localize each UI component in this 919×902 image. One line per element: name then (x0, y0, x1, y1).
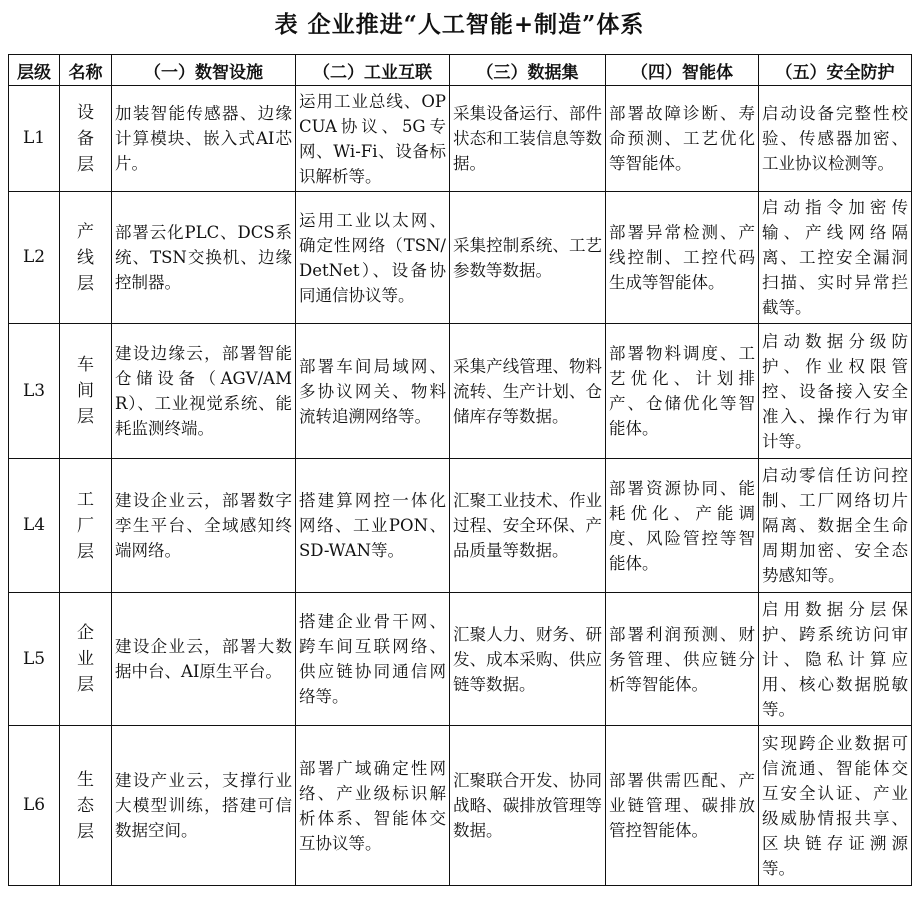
header-dataset: （三）数据集 (450, 55, 606, 86)
cell-digital-infrastructure: 建设边缘云，部署智能仓储设备（AGV/AMR）、工业视觉系统、能耗监测终端。 (112, 324, 296, 459)
row-level: L2 (9, 192, 60, 324)
cell-security: 实现跨企业数据可信流通、智能体交互安全认证、产业级威胁情报共享、区块链存证溯源等。 (759, 726, 912, 886)
cell-digital-infrastructure: 部署云化PLC、DCS系统、TSN交换机、边缘控制器。 (112, 192, 296, 324)
cell-dataset: 汇聚工业技术、作业过程、安全环保、产品质量等数据。 (450, 459, 606, 593)
cell-dataset: 采集设备运行、部件状态和工装信息等数据。 (450, 86, 606, 192)
cell-agent: 部署故障诊断、寿命预测、工艺优化等智能体。 (606, 86, 759, 192)
row-level: L4 (9, 459, 60, 593)
header-level: 层级 (9, 55, 60, 86)
cell-dataset: 采集产线管理、物料流转、生产计划、仓储库存等数据。 (450, 324, 606, 459)
cell-dataset: 采集控制系统、工艺参数等数据。 (450, 192, 606, 324)
cell-dataset: 汇聚联合开发、协同战略、碳排放管理等数据。 (450, 726, 606, 886)
cell-digital-infrastructure: 建设产业云，支撑行业大模型训练，搭建可信数据空间。 (112, 726, 296, 886)
table-row (9, 593, 912, 726)
cell-industrial-internet: 搭建企业骨干网、跨车间互联网络、供应链协同通信网络等。 (296, 593, 450, 726)
row-name: 设备层 (76, 102, 94, 175)
cell-digital-infrastructure: 建设企业云，部署数字孪生平台、全域感知终端网络。 (112, 459, 296, 593)
row-name: 工厂层 (76, 489, 94, 562)
cell-agent: 部署物料调度、工艺优化、计划排产、仓储优化等智能体。 (606, 324, 759, 459)
row-level: L3 (9, 324, 60, 459)
cell-agent: 部署异常检测、产线控制、工控代码生成等智能体。 (606, 192, 759, 324)
row-name-cell (60, 324, 112, 459)
cell-digital-infrastructure: 建设企业云，部署大数据中台、AI原生平台。 (112, 593, 296, 726)
cell-agent: 部署利润预测、财务管理、供应链分析等智能体。 (606, 593, 759, 726)
row-name: 产线层 (76, 221, 94, 294)
row-name-cell (60, 726, 112, 886)
row-name: 车间层 (76, 355, 94, 427)
table-row (9, 324, 912, 459)
cell-industrial-internet: 部署车间局域网、多协议网关、物料流转追溯网络等。 (296, 324, 450, 459)
cell-dataset: 汇聚人力、财务、研发、成本采购、供应链等数据。 (450, 593, 606, 726)
header-name: 名称 (60, 55, 112, 86)
cell-industrial-internet: 搭建算网控一体化网络、工业PON、SD-WAN等。 (296, 459, 450, 593)
header-security: （五）安全防护 (759, 55, 912, 86)
row-name-cell (60, 459, 112, 593)
cell-security: 启动指令加密传输、产线网络隔离、工控安全漏洞扫描、实时异常拦截等。 (759, 192, 912, 324)
cell-security: 启动零信任访问控制、工厂网络切片隔离、数据全生命周期加密、安全态势感知等。 (759, 459, 912, 593)
cell-security: 启动设备完整性校验、传感器加密、工业协议检测等。 (759, 86, 912, 192)
header-agent: （四）智能体 (606, 55, 759, 86)
table-row (9, 459, 912, 593)
header-digital-infrastructure: （一）数智设施 (112, 55, 296, 86)
row-level: L6 (9, 726, 60, 886)
row-name-cell (60, 86, 112, 192)
row-level: L1 (9, 86, 60, 192)
cell-industrial-internet: 运用工业以太网、确定性网络（TSN/DetNet）、设备协同通信协议等。 (296, 192, 450, 324)
cell-security: 启动数据分级防护、作业权限管控、设备接入安全准入、操作行为审计等。 (759, 324, 912, 459)
table-title: 表 企业推进“人工智能+制造”体系 (274, 11, 645, 38)
table-row (9, 726, 912, 886)
cell-industrial-internet: 部署广域确定性网络、产业级标识解析体系、智能体交互协议等。 (296, 726, 450, 886)
table-row (9, 192, 912, 324)
system-table (8, 54, 912, 886)
cell-agent: 部署供需匹配、产业链管理、碳排放管控智能体。 (606, 726, 759, 886)
header-row (9, 55, 912, 86)
row-name: 企业层 (76, 623, 94, 695)
row-name-cell (60, 192, 112, 324)
row-name-cell (60, 593, 112, 726)
table-row (9, 86, 912, 192)
header-industrial-internet: （二）工业互联 (296, 55, 450, 86)
cell-agent: 部署资源协同、能耗优化、产能调度、风险管控等智能体。 (606, 459, 759, 593)
cell-security: 启用数据分层保护、跨系统访问审计、隐私计算应用、核心数据脱敏等。 (759, 593, 912, 726)
cell-industrial-internet: 运用工业总线、OPCUA协议、5G专网、Wi-Fi、设备标识解析等。 (296, 86, 450, 192)
row-name: 生态层 (76, 769, 94, 842)
cell-digital-infrastructure: 加装智能传感器、边缘计算模块、嵌入式AI芯片。 (112, 86, 296, 192)
row-level: L5 (9, 593, 60, 726)
